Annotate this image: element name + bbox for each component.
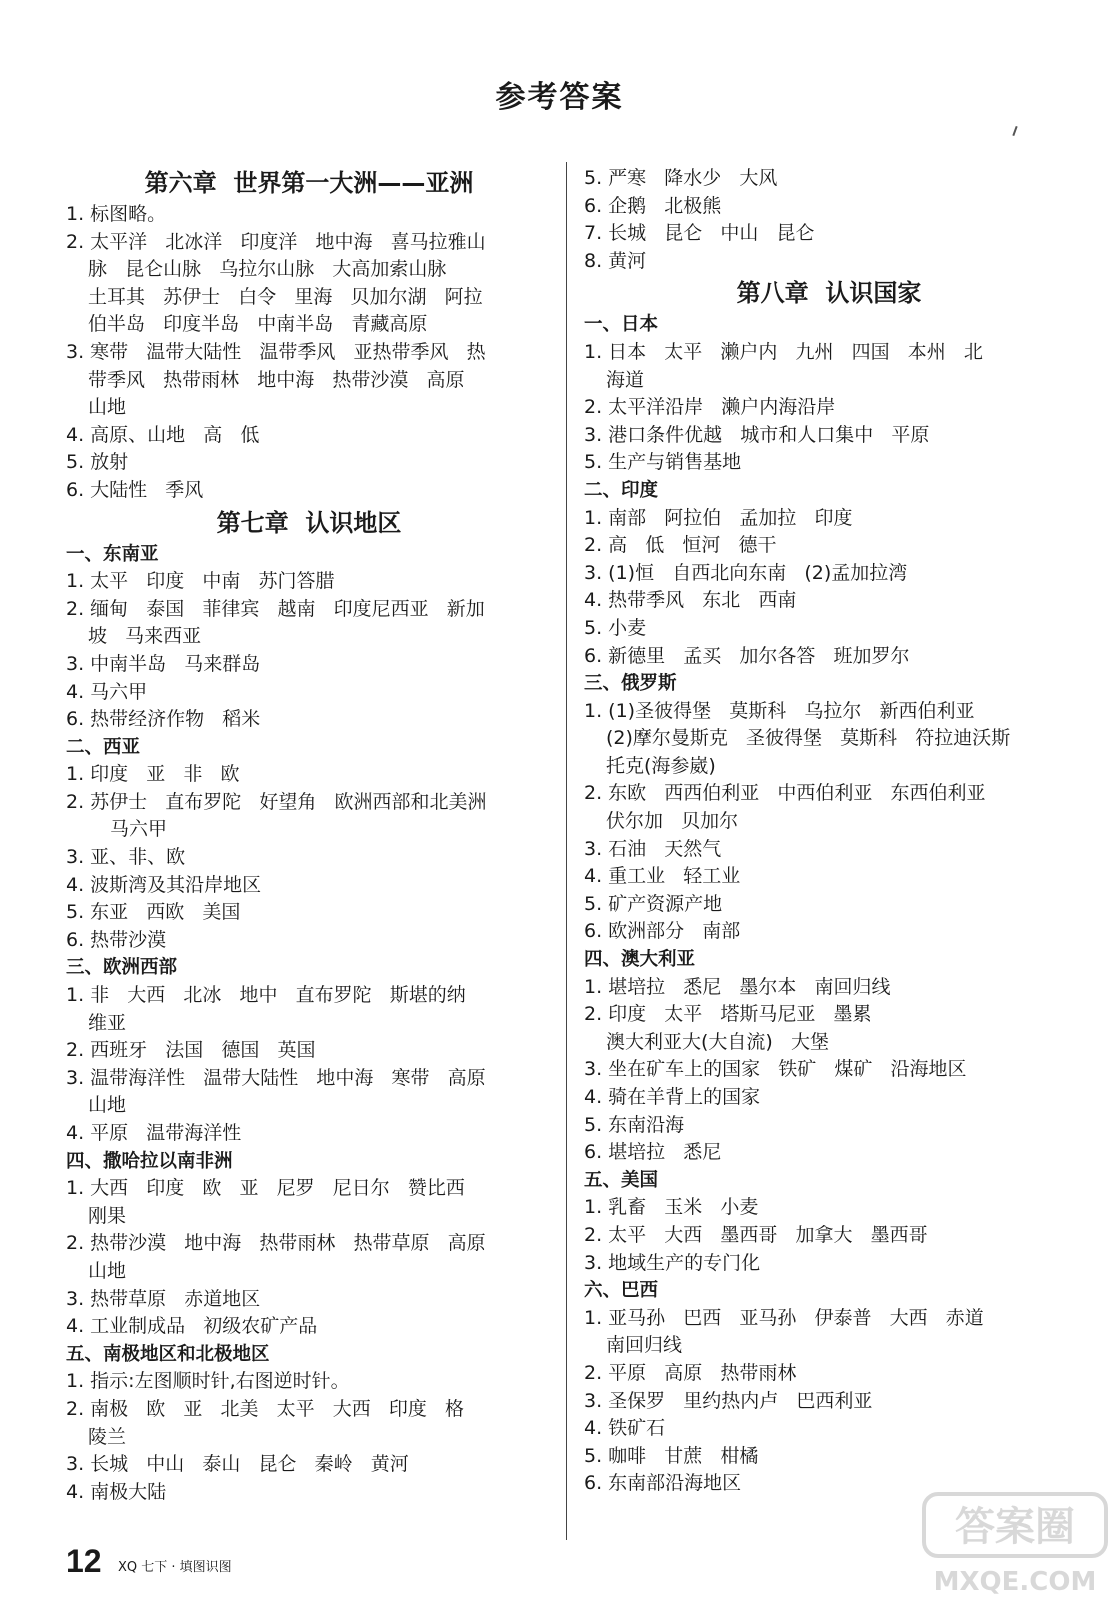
answer-line: 3. 热带草原 赤道地区 [66, 1287, 261, 1310]
answer-line: 2. 南极 欧 亚 北美 太平 大西 印度 格 [66, 1397, 464, 1420]
answer-continuation: 山地 [88, 1094, 127, 1117]
answer-line: 6. 欧洲部分 南部 [584, 920, 741, 943]
answer-line: 3. 中南半岛 马来群岛 [66, 652, 261, 675]
answer-continuation: 澳大利亚大(大自流) 大堡 [606, 1030, 829, 1053]
footer-label: XQ 七下 · 填图识图 [118, 1560, 232, 1575]
answer-line: 3. 坐在矿车上的国家 铁矿 煤矿 沿海地区 [584, 1058, 967, 1081]
page-number: 12 [66, 1543, 102, 1579]
answer-line: 5. 东南沿海 [584, 1113, 685, 1136]
answer-line: 2. 西班牙 法国 德国 英国 [66, 1039, 316, 1062]
answer-line: 1. 指示:左图顺时针,右图逆时针。 [66, 1370, 350, 1393]
answer-continuation: 陵兰 [88, 1425, 127, 1448]
answer-continuation: 海道 [606, 368, 645, 391]
answer-line: 3. 地域生产的专门化 [584, 1251, 761, 1274]
answer-line: 1. 乳畜 玉米 小麦 [584, 1196, 759, 1219]
section-heading: 四、撒哈拉以南非洲 [66, 1150, 233, 1172]
section-heading: 三、俄罗斯 [584, 673, 677, 695]
answer-line: 7. 长城 昆仑 中山 昆仑 [584, 222, 815, 245]
answer-line: 2. 缅甸 泰国 菲律宾 越南 印度尼西亚 新加 [66, 597, 485, 620]
answer-continuation: 脉 昆仑山脉 乌拉尔山脉 大高加索山脉 [88, 258, 447, 281]
answer-continuation: 维亚 [88, 1011, 127, 1034]
section-heading: 一、日本 [584, 314, 659, 336]
answer-line: 5. 东亚 西欧 美国 [66, 901, 241, 924]
section-heading: 四、澳大利亚 [584, 949, 696, 971]
answer-line: 2. 太平 大西 墨西哥 加拿大 墨西哥 [584, 1223, 928, 1246]
answer-line: 8. 黄河 [584, 249, 647, 272]
answer-continuation: 坡 马来西亚 [88, 625, 202, 648]
answer-line: 6. 新德里 孟买 加尔各答 班加罗尔 [584, 644, 910, 667]
answer-line: 1. 印度 亚 非 欧 [66, 763, 240, 786]
answer-line: 1. 非 大西 北冰 地中 直布罗陀 斯堪的纳 [66, 984, 466, 1007]
answer-continuation: 伏尔加 贝加尔 [606, 810, 739, 833]
section-heading: 二、西亚 [66, 736, 141, 758]
section-heading: 一、东南亚 [66, 543, 159, 565]
answer-line: 5. 放射 [66, 451, 129, 474]
answer-line: 1. 大西 印度 欧 亚 尼罗 尼日尔 赞比西 [66, 1177, 465, 1200]
chapter-heading: 第八章 认识国家 [736, 279, 922, 308]
section-heading: 五、南极地区和北极地区 [66, 1343, 270, 1365]
answer-line: 3. (1)恒 自西北向东南 (2)孟加拉湾 [584, 561, 908, 584]
answer-line: 3. 亚、非、欧 [66, 846, 186, 869]
answer-continuation: 山地 [88, 1259, 127, 1282]
watermark-top-text: 答案圈 [955, 1504, 1075, 1550]
answer-line: 4. 热带季风 东北 西南 [584, 589, 797, 612]
answer-line: 5. 小麦 [584, 616, 647, 639]
answer-line: 3. 港口条件优越 城市和人口集中 平原 [584, 423, 930, 446]
watermark-bottom-text: MXQE.COM [933, 1567, 1097, 1597]
answer-line: 6. 企鹅 北极熊 [584, 194, 722, 217]
answer-continuation: 带季风 热带雨林 地中海 热带沙漠 高原 [88, 368, 465, 391]
answer-line: 5. 生产与销售基地 [584, 451, 742, 474]
answer-continuation: 土耳其 苏伊士 白令 里海 贝加尔湖 阿拉 [88, 285, 483, 308]
answer-line: 6. 东南部沿海地区 [584, 1472, 742, 1495]
answer-line: 4. 骑在羊背上的国家 [584, 1086, 761, 1108]
answer-line: 5. 矿产资源产地 [584, 892, 723, 915]
column-divider [566, 162, 567, 1540]
answer-continuation: (2)摩尔曼斯克 圣彼得堡 莫斯科 符拉迪沃斯 [606, 727, 1011, 750]
answer-line: 2. 平原 高原 热带雨林 [584, 1361, 797, 1384]
watermark-logo [920, 1490, 1110, 1600]
stray-mark [1012, 126, 1017, 136]
answer-line: 5. 咖啡 甘蔗 柑橘 [584, 1444, 759, 1467]
answer-continuation: 山地 [88, 396, 127, 419]
answer-line: 4. 高原、山地 高 低 [66, 423, 260, 446]
answer-line: 4. 铁矿石 [584, 1417, 666, 1440]
answer-line: 4. 南极大陆 [66, 1480, 167, 1503]
answer-line: 1. (1)圣彼得堡 莫斯科 乌拉尔 新西伯利亚 [584, 699, 975, 722]
page-title: 参考答案 [495, 80, 624, 115]
answer-continuation: 马六甲 [110, 818, 168, 841]
answer-continuation: 伯半岛 印度半岛 中南半岛 青藏高原 [88, 313, 428, 336]
chapter-heading: 第六章 世界第一大洲——亚洲 [144, 169, 474, 197]
left-column [66, 165, 552, 1506]
answer-line: 2. 太平洋沿岸 濑户内海沿岸 [584, 396, 836, 419]
answer-line: 5. 严寒 降水少 大风 [584, 167, 778, 189]
answer-continuation: 刚果 [88, 1204, 127, 1227]
answer-line: 1. 日本 太平 濑户内 九州 四国 本州 北 [584, 340, 983, 363]
answer-line: 3. 寒带 温带大陆性 温带季风 亚热带季风 热 [66, 340, 486, 363]
right-column [584, 165, 1074, 1498]
section-heading: 二、印度 [584, 479, 659, 501]
answer-line: 6. 热带经济作物 稻米 [66, 708, 261, 731]
answer-line: 4. 平原 温带海洋性 [66, 1122, 242, 1144]
section-heading: 五、美国 [584, 1169, 659, 1191]
answer-line: 1. 堪培拉 悉尼 墨尔本 南回归线 [584, 975, 891, 998]
answer-line: 3. 圣保罗 里约热内卢 巴西利亚 [584, 1389, 873, 1412]
answer-line: 4. 波斯湾及其沿岸地区 [66, 873, 262, 896]
answer-line: 6. 堪培拉 悉尼 [584, 1141, 722, 1164]
answer-line: 3. 温带海洋性 温带大陆性 地中海 寒带 高原 [66, 1066, 486, 1089]
answer-line: 4. 马六甲 [66, 680, 148, 703]
answer-line: 2. 苏伊士 直布罗陀 好望角 欧洲西部和北美洲 [66, 790, 487, 813]
chapter-heading: 第七章 认识地区 [216, 508, 402, 537]
answer-continuation: 托克(海参崴) [606, 754, 716, 777]
answer-line: 2. 东欧 西西伯利亚 中西伯利亚 东西伯利亚 [584, 782, 986, 805]
answer-line: 3. 石油 天然气 [584, 837, 722, 860]
section-heading: 六、巴西 [584, 1280, 659, 1302]
answer-continuation: 南回归线 [606, 1334, 683, 1357]
answer-line: 4. 工业制成品 初级农矿产品 [66, 1315, 318, 1338]
answer-line: 6. 大陆性 季风 [66, 478, 204, 501]
section-heading: 三、欧洲西部 [66, 957, 178, 979]
answer-line: 2. 高 低 恒河 德干 [584, 534, 777, 557]
answer-line: 1. 标图略。 [66, 203, 167, 225]
answer-line: 2. 印度 太平 塔斯马尼亚 墨累 [584, 1003, 872, 1026]
answer-line: 1. 南部 阿拉伯 孟加拉 印度 [584, 506, 853, 529]
answer-line: 1. 太平 印度 中南 苏门答腊 [66, 570, 335, 593]
answer-line: 2. 太平洋 北冰洋 印度洋 地中海 喜马拉雅山 [66, 230, 486, 253]
answer-line: 1. 亚马孙 巴西 亚马孙 伊泰普 大西 赤道 [584, 1306, 984, 1329]
answer-line: 3. 长城 中山 泰山 昆仑 秦岭 黄河 [66, 1453, 409, 1476]
answer-line: 2. 热带沙漠 地中海 热带雨林 热带草原 高原 [66, 1232, 486, 1255]
answer-line: 6. 热带沙漠 [66, 928, 167, 951]
answer-line: 4. 重工业 轻工业 [584, 865, 741, 888]
